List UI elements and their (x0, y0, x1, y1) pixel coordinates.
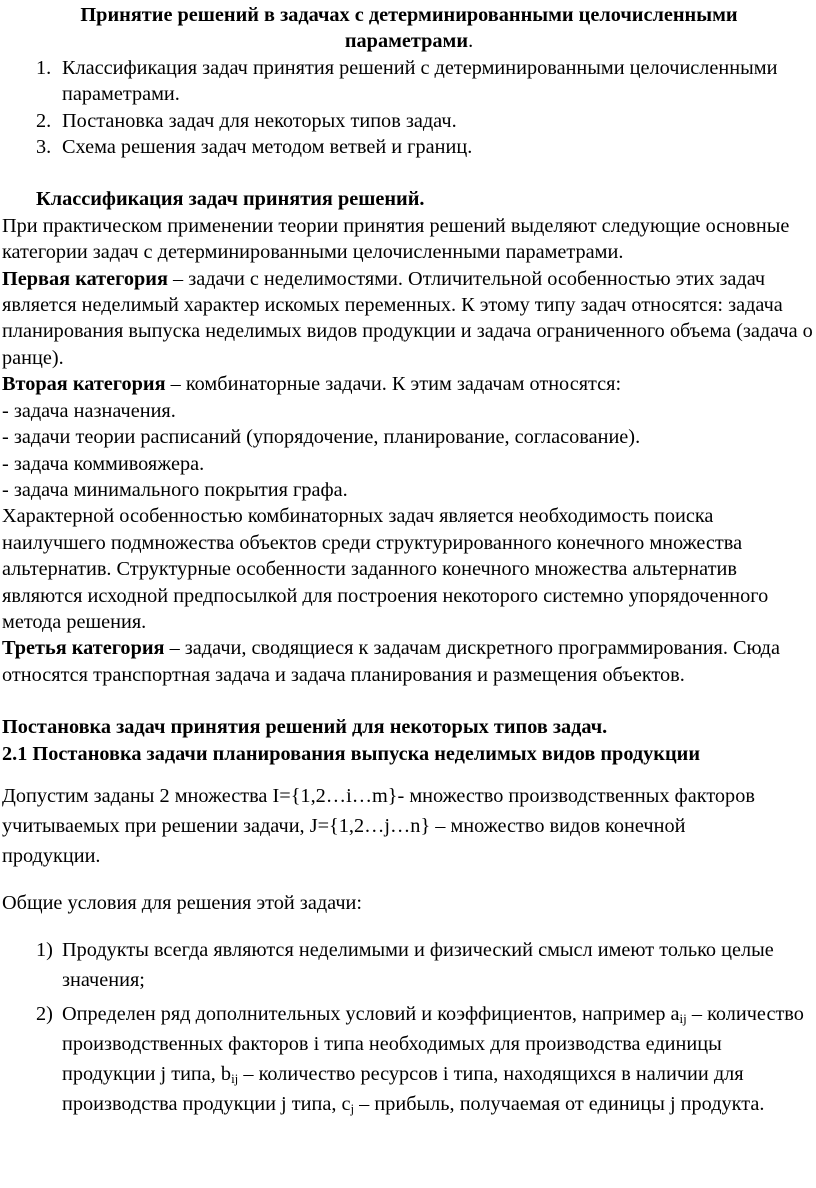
condition-item (2, 999, 816, 1119)
outline-item (2, 134, 816, 160)
item-text: Постановка задач для некоторых типов задач. (62, 109, 457, 132)
category-3 (2, 635, 816, 688)
item-text: Схема решения задач методом ветвей и границ. (62, 136, 473, 159)
item-text: – количество ресурсов i типа, находящихся в наличии для производства продукции j типа, c (62, 1062, 744, 1115)
category-2-item: - задача минимального покрытия графа. (2, 478, 348, 501)
category-2-item: - задачи теории расписаний (упорядочение, планирование, согласование). (2, 426, 641, 449)
title-dot: . (468, 30, 474, 53)
category-2-label: Вторая категория (2, 373, 166, 396)
outline-item (2, 108, 816, 134)
item-number: 1. (36, 56, 52, 79)
subscript: j (350, 1100, 355, 1116)
condition-item (2, 935, 816, 995)
title-text: Принятие решений в задачах с детерминированными целочисленными параметрами (80, 4, 738, 53)
document-title (2, 2, 816, 55)
category-2-item: - задача назначения. (2, 399, 176, 422)
section1-heading: Классификация задач принятия решений. (36, 188, 425, 211)
sets-paragraph: Допустим заданы 2 множества I={1,2…i…m}- множество производственных факторов учитываемых при решении задачи, J={1,2…j…n} – множество видов конечной продукции. (2, 784, 755, 867)
subscript: ij (231, 1070, 239, 1086)
item-number: 1) (36, 938, 53, 961)
category-3-text: – задачи, сводящиеся к задачам дискретного программирования. Сюда относятся транспортная задача и задача планирования и размещения объектов. (2, 637, 780, 686)
category-1 (2, 266, 816, 372)
item-text: – количество производственных факторов i типа необходимых для производства единицы продукции j типа, b (62, 1002, 804, 1085)
category-2-text: – комбинаторные задачи. К этим задачам относятся: (165, 373, 622, 396)
outline-list (2, 55, 816, 161)
outline-item (2, 55, 816, 108)
item-text: – прибыль, получаемая от единицы j продукта. (354, 1092, 765, 1115)
section1-intro: При практическом применении теории принятия решений выделяют следующие основные категории задач с детерминированными целочисленными параметрами. (2, 214, 790, 264)
category-2-note: Характерной особенностью комбинаторных задач является необходимость поиска наилучшего подмножества объектов среди структурированного конечного множества альтернатив. Структурные особенности заданного конечного множества альтернатив являются исходной предпосылкой для построения некоторого системно упорядоченного метода решения. (2, 505, 769, 633)
section2-heading: Постановка задач принятия решений для некоторых типов задач. (2, 716, 608, 739)
category-2-item: - задача коммивояжера. (2, 452, 205, 475)
category-1-text: – задачи с неделимостями. Отличительной особенностью этих задач является неделимый характер искомых переменных. К этому типу задач относятся: задача планирования выпуска неделимых видов продукции и задача ограниченного объема (задача о ранце). (2, 267, 813, 369)
item-text: Классификация задач принятия решений с детерминированными целочисленными параметрами. (62, 56, 778, 106)
category-3-label: Третья категория (2, 637, 165, 660)
section2-subheading: 2.1 Постановка задачи планирования выпуска неделимых видов продукции (2, 742, 701, 765)
item-number: 2) (36, 1002, 53, 1025)
conditions-intro: Общие условия для решения этой задачи: (2, 891, 363, 914)
category-1-label: Первая категория (2, 267, 168, 290)
item-text: Продукты всегда являются неделимыми и физический смысл имеют только целые значения; (62, 938, 774, 991)
item-number: 3. (36, 136, 52, 159)
subscript: ij (679, 1010, 687, 1026)
item-text: Определен ряд дополнительных условий и коэффициентов, например a (62, 1002, 680, 1025)
conditions-list (2, 935, 816, 1119)
category-2 (2, 371, 816, 397)
item-number: 2. (36, 109, 52, 132)
